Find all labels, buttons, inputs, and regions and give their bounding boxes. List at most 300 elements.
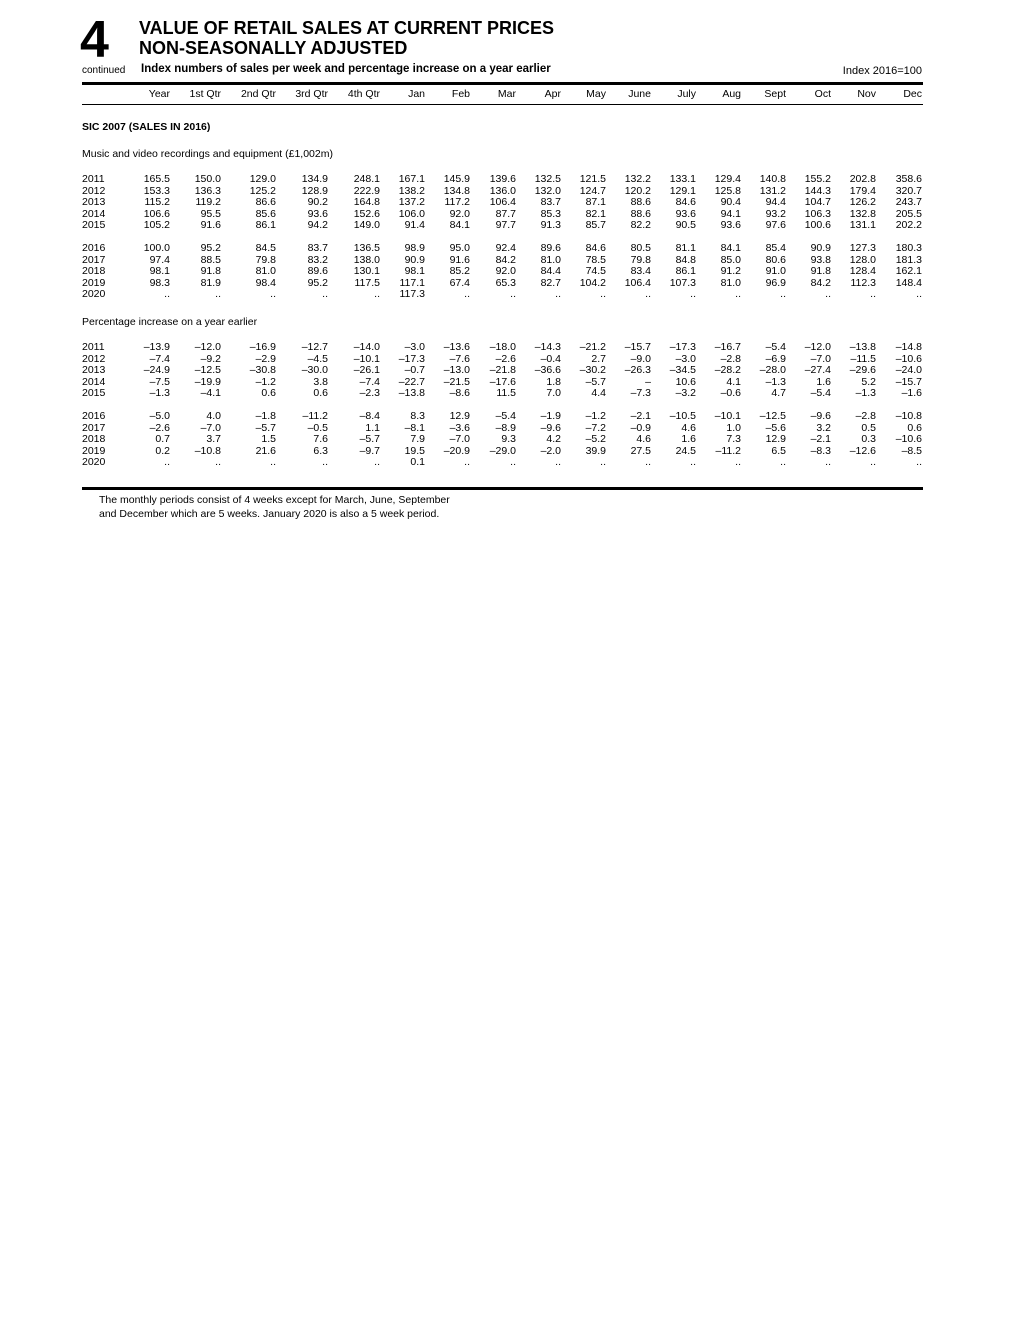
- table-cell: 107.3: [669, 276, 696, 289]
- table-cell: –7.0: [449, 433, 470, 445]
- row-year: 2014: [82, 375, 106, 388]
- table-cell: 86.1: [675, 265, 696, 277]
- table-cell: –8.1: [404, 421, 425, 434]
- table-cell: 83.7: [540, 196, 561, 208]
- table-cell: ..: [374, 456, 380, 468]
- table-cell: 84.6: [675, 196, 696, 208]
- table-cell: 222.9: [353, 184, 380, 197]
- table-cell: 84.2: [495, 253, 516, 266]
- table-cell: 136.3: [194, 184, 221, 197]
- table-cell: 6.3: [313, 444, 328, 457]
- table-cell: 1.6: [681, 433, 696, 445]
- table-cell: 91.4: [404, 219, 425, 231]
- table-cell: ..: [690, 288, 696, 300]
- table-cell: 92.0: [449, 207, 470, 220]
- table-cell: –1.8: [255, 410, 276, 422]
- table-cell: 93.6: [307, 207, 328, 220]
- row-year: 2012: [82, 352, 106, 365]
- table-cell: –24.9: [143, 364, 170, 376]
- table-cell: 91.6: [200, 219, 221, 231]
- table-cell: 1.1: [365, 421, 380, 434]
- footnote: [99, 493, 450, 521]
- table-cell: ..: [870, 288, 876, 300]
- table-cell: –5.0: [149, 410, 170, 422]
- table-cell: 202.2: [895, 219, 922, 231]
- table-cell: –3.0: [675, 352, 696, 365]
- table-cell: 129.0: [249, 173, 276, 185]
- table-cell: 88.5: [200, 253, 221, 266]
- table-cell: 106.4: [624, 276, 651, 289]
- table-cell: –10.6: [895, 433, 922, 445]
- table-cell: –14.3: [534, 341, 561, 353]
- row-year: 2017: [82, 421, 106, 434]
- table-cell: –5.7: [255, 421, 276, 434]
- table-cell: 21.6: [255, 444, 276, 457]
- table-cell: 180.3: [895, 242, 922, 254]
- table-cell: –7.2: [585, 421, 606, 434]
- row-year: 2015: [82, 219, 106, 231]
- page-title: [139, 18, 554, 58]
- row-year: 2016: [82, 410, 106, 422]
- table-cell: 95.2: [200, 242, 221, 254]
- column-header: Dec: [903, 88, 922, 100]
- table-cell: 0.3: [861, 433, 876, 445]
- table-cell: –1.2: [585, 410, 606, 422]
- table-cell: ..: [870, 456, 876, 468]
- table-cell: –28.2: [714, 364, 741, 376]
- table-cell: 98.1: [404, 265, 425, 277]
- table-cell: –9.2: [200, 352, 221, 365]
- table-cell: 4.0: [206, 410, 221, 422]
- table-cell: 11.5: [496, 387, 516, 399]
- table-cell: ..: [555, 456, 561, 468]
- table-cell: ..: [825, 456, 831, 468]
- table-row: [0, 364, 1020, 376]
- header-bottom-rule: [82, 104, 923, 105]
- table-cell: 106.3: [804, 207, 831, 220]
- table-cell: –20.9: [443, 444, 470, 457]
- table-row: [0, 387, 1020, 399]
- table-cell: –13.8: [849, 341, 876, 353]
- table-row: [0, 288, 1020, 300]
- table-cell: –36.6: [534, 364, 561, 376]
- row-year: 2015: [82, 387, 106, 399]
- table-cell: 148.4: [895, 276, 922, 289]
- table-cell: –9.7: [359, 444, 380, 457]
- table-cell: 85.7: [585, 219, 606, 231]
- column-header: 2nd Qtr: [240, 88, 276, 100]
- row-year: 2020: [82, 288, 106, 300]
- table-cell: 0.6: [907, 421, 922, 434]
- table-cell: 243.7: [895, 196, 922, 208]
- table-cell: 8.3: [410, 410, 425, 422]
- table-cell: 94.4: [765, 196, 786, 208]
- table-row: [0, 422, 1020, 434]
- table-cell: ..: [735, 288, 741, 300]
- table-cell: 0.7: [155, 433, 170, 445]
- table-cell: –10.8: [895, 410, 922, 422]
- table-cell: 90.9: [404, 253, 425, 266]
- table-cell: 81.0: [255, 265, 276, 277]
- table-cell: 150.0: [194, 173, 221, 185]
- column-header: Aug: [722, 88, 741, 100]
- table-cell: –30.8: [249, 364, 276, 376]
- table-cell: 4.1: [726, 375, 741, 388]
- row-year: 2013: [82, 364, 106, 376]
- table-cell: 358.6: [895, 173, 922, 185]
- table-cell: 6.5: [771, 444, 786, 457]
- table-cell: –16.7: [714, 341, 741, 353]
- row-year: 2019: [82, 276, 106, 289]
- table-cell: –17.3: [669, 341, 696, 353]
- table-cell: 248.1: [353, 173, 380, 185]
- table-cell: ..: [600, 456, 606, 468]
- table-cell: ..: [464, 288, 470, 300]
- table-row: [0, 219, 1020, 231]
- table-cell: –11.2: [302, 410, 328, 422]
- table-cell: 132.0: [534, 184, 561, 197]
- table-cell: –3.2: [675, 387, 696, 399]
- table-cell: –1.2: [255, 375, 276, 388]
- table-cell: 0.5: [861, 421, 876, 434]
- index-base-note: Index 2016=100: [842, 65, 922, 77]
- table-cell: ..: [600, 288, 606, 300]
- table-cell: 125.8: [714, 184, 741, 197]
- table-cell: –19.9: [194, 375, 221, 388]
- table-cell: 4.4: [591, 387, 606, 399]
- table-cell: 140.8: [759, 173, 786, 185]
- table-number: 4: [80, 11, 109, 69]
- table-cell: –2.0: [540, 444, 561, 457]
- table-cell: –14.8: [895, 341, 922, 353]
- table-cell: –9.6: [540, 421, 561, 434]
- table-cell: 12.9: [765, 433, 786, 445]
- table-cell: 94.2: [307, 219, 328, 231]
- table-cell: –5.4: [810, 387, 831, 399]
- table-cell: –4.5: [307, 352, 328, 365]
- table-cell: –6.9: [765, 352, 786, 365]
- table-cell: –2.1: [630, 410, 651, 422]
- table-cell: 85.2: [449, 265, 470, 277]
- table-cell: 84.4: [540, 265, 561, 277]
- table-cell: –5.7: [585, 375, 606, 388]
- table-row: [0, 277, 1020, 289]
- table-cell: 145.9: [443, 173, 470, 185]
- table-cell: 138.0: [353, 253, 380, 266]
- table-cell: 86.6: [255, 196, 276, 208]
- table-cell: –5.4: [495, 410, 516, 422]
- table-row: [0, 185, 1020, 197]
- table-cell: 1.6: [816, 375, 831, 388]
- table-row: [0, 242, 1020, 254]
- table-cell: 65.3: [495, 276, 516, 289]
- table-cell: 91.8: [200, 265, 221, 277]
- table-cell: –0.9: [630, 421, 651, 434]
- table-cell: 205.5: [895, 207, 922, 220]
- table-cell: 3.8: [313, 375, 328, 388]
- table-cell: ..: [322, 456, 328, 468]
- table-cell: ..: [464, 456, 470, 468]
- table-cell: –7.3: [630, 387, 651, 399]
- table-cell: 89.6: [307, 265, 328, 277]
- column-header: Mar: [497, 88, 516, 100]
- table-row: [0, 341, 1020, 353]
- table-cell: 79.8: [630, 253, 651, 266]
- table-cell: 12.9: [449, 410, 470, 422]
- table-cell: –2.6: [149, 421, 170, 434]
- table-cell: 127.3: [849, 242, 876, 254]
- table-cell: 119.2: [195, 196, 221, 208]
- row-year: 2016: [82, 242, 106, 254]
- table-cell: 67.4: [449, 276, 470, 289]
- table-cell: –10.6: [895, 352, 922, 365]
- table-cell: –15.7: [624, 341, 651, 353]
- table-cell: 83.4: [630, 265, 651, 277]
- table-cell: 88.6: [630, 207, 651, 220]
- column-header: 4th Qtr: [347, 88, 380, 100]
- table-cell: –7.6: [449, 352, 470, 365]
- table-cell: 124.7: [579, 184, 606, 197]
- index-section-title: Music and video recordings and equipment (£1,002m): [82, 148, 333, 160]
- table-cell: ..: [270, 288, 276, 300]
- table-cell: –2.8: [720, 352, 741, 365]
- table-cell: 117.2: [444, 196, 470, 208]
- table-cell: –12.5: [759, 410, 786, 422]
- table-cell: 164.8: [353, 196, 380, 208]
- table-cell: –8.6: [449, 387, 470, 399]
- table-cell: –11.5: [850, 352, 876, 365]
- table-cell: 98.1: [149, 265, 170, 277]
- table-row: [0, 433, 1020, 445]
- column-header: Sept: [764, 88, 786, 100]
- table-cell: 81.1: [675, 242, 696, 254]
- table-cell: 202.8: [849, 173, 876, 185]
- table-cell: –24.0: [895, 364, 922, 376]
- table-cell: –29.6: [849, 364, 876, 376]
- column-header: July: [677, 88, 696, 100]
- table-cell: 90.4: [720, 196, 741, 208]
- table-cell: 3.2: [816, 421, 831, 434]
- pct-section-title: Percentage increase on a year earlier: [82, 316, 258, 328]
- table-cell: 97.4: [149, 253, 170, 266]
- table-cell: 93.2: [765, 207, 786, 220]
- table-cell: –11.2: [715, 444, 741, 457]
- table-cell: ..: [735, 456, 741, 468]
- table-cell: 92.4: [495, 242, 516, 254]
- column-header: 1st Qtr: [189, 88, 221, 100]
- table-cell: 105.2: [143, 219, 170, 231]
- table-cell: 84.8: [675, 253, 696, 266]
- table-cell: 1.8: [546, 375, 561, 388]
- table-cell: 7.3: [726, 433, 741, 445]
- table-cell: 134.8: [443, 184, 470, 197]
- table-cell: –8.4: [359, 410, 380, 422]
- table-cell: –10.1: [353, 352, 380, 365]
- table-cell: –27.4: [804, 364, 831, 376]
- table-cell: –34.5: [669, 364, 696, 376]
- table-cell: ..: [322, 288, 328, 300]
- table-cell: –28.0: [759, 364, 786, 376]
- table-cell: 106.6: [143, 207, 170, 220]
- table-cell: ..: [215, 288, 221, 300]
- table-cell: –21.2: [579, 341, 606, 353]
- table-cell: 179.4: [849, 184, 876, 197]
- table-cell: 82.2: [630, 219, 651, 231]
- table-cell: –17.3: [398, 352, 425, 365]
- table-cell: 83.7: [307, 242, 328, 254]
- table-cell: 128.4: [849, 265, 876, 277]
- table-cell: 10.6: [675, 375, 696, 388]
- table-cell: 91.6: [449, 253, 470, 266]
- table-cell: 93.6: [720, 219, 741, 231]
- table-cell: 98.3: [149, 276, 170, 289]
- row-year: 2018: [82, 433, 106, 445]
- table-cell: 132.2: [624, 173, 651, 185]
- table-cell: –1.9: [540, 410, 561, 422]
- table-cell: 87.7: [495, 207, 516, 220]
- table-cell: –5.2: [585, 433, 606, 445]
- row-year: 2011: [82, 341, 105, 353]
- table-cell: –5.7: [359, 433, 380, 445]
- table-cell: ..: [510, 456, 516, 468]
- table-cell: –7.4: [359, 375, 380, 388]
- table-cell: –9.6: [810, 410, 831, 422]
- table-cell: 27.5: [630, 444, 651, 457]
- row-year: 2013: [82, 196, 106, 208]
- table-cell: 128.9: [301, 184, 328, 197]
- table-cell: –13.8: [398, 387, 425, 399]
- table-cell: –0.6: [720, 387, 741, 399]
- table-cell: 162.1: [895, 265, 922, 277]
- table-cell: 24.5: [675, 444, 696, 457]
- table-row: [0, 456, 1020, 468]
- table-cell: 131.1: [849, 219, 876, 231]
- table-cell: –10.5: [669, 410, 696, 422]
- table-cell: 117.5: [354, 276, 380, 289]
- table-cell: –9.0: [630, 352, 651, 365]
- table-cell: –12.0: [194, 341, 221, 353]
- footnote-line-2: and December which are 5 weeks. January 2020 is also a 5 week period.: [99, 508, 440, 520]
- table-cell: –14.0: [353, 341, 380, 353]
- table-cell: –2.6: [495, 352, 516, 365]
- table-cell: ..: [164, 288, 170, 300]
- table-cell: ..: [215, 456, 221, 468]
- table-cell: 125.2: [249, 184, 276, 197]
- row-year: 2019: [82, 444, 106, 457]
- table-cell: –2.3: [359, 387, 380, 399]
- column-header: Year: [148, 88, 170, 100]
- table-cell: 133.1: [669, 173, 696, 185]
- column-header: 3rd Qtr: [295, 88, 328, 100]
- table-cell: 149.0: [353, 219, 380, 231]
- table-cell: 19.5: [404, 444, 425, 457]
- table-cell: 4.7: [771, 387, 786, 399]
- table-cell: 106.0: [398, 207, 425, 220]
- table-cell: –22.7: [398, 375, 425, 388]
- table-cell: ..: [374, 288, 380, 300]
- column-header: Nov: [857, 88, 876, 100]
- table-cell: 2.7: [591, 352, 606, 365]
- table-cell: 86.1: [255, 219, 276, 231]
- table-cell: –16.9: [249, 341, 276, 353]
- table-cell: 85.4: [765, 242, 786, 254]
- table-cell: 115.2: [144, 196, 170, 208]
- table-cell: 89.6: [540, 242, 561, 254]
- table-cell: 100.0: [143, 242, 170, 254]
- table-cell: –7.4: [149, 352, 170, 365]
- table-cell: 0.2: [155, 444, 170, 457]
- table-cell: –8.9: [495, 421, 516, 434]
- table-cell: ..: [916, 456, 922, 468]
- table-cell: 137.2: [398, 196, 425, 208]
- table-cell: 144.3: [804, 184, 831, 197]
- table-cell: –12.7: [301, 341, 328, 353]
- table-cell: 91.8: [810, 265, 831, 277]
- table-cell: ..: [645, 456, 651, 468]
- table-cell: ..: [645, 288, 651, 300]
- table-cell: –4.1: [200, 387, 221, 399]
- table-cell: 4.6: [681, 421, 696, 434]
- table-cell: 91.0: [765, 265, 786, 277]
- footnote-line-1: The monthly periods consist of 4 weeks except for March, June, September: [99, 494, 450, 506]
- table-cell: –15.7: [895, 375, 922, 388]
- table-cell: 106.4: [489, 196, 516, 208]
- table-cell: 83.2: [307, 253, 328, 266]
- table-cell: 132.5: [534, 173, 561, 185]
- table-cell: –13.6: [443, 341, 470, 353]
- table-cell: –5.6: [765, 421, 786, 434]
- table-cell: 129.1: [669, 184, 696, 197]
- table-cell: ..: [510, 288, 516, 300]
- table-cell: ..: [825, 288, 831, 300]
- table-cell: –0.7: [404, 364, 425, 376]
- continued-label: continued: [82, 65, 126, 76]
- column-header: Feb: [451, 88, 470, 100]
- table-cell: 90.9: [810, 242, 831, 254]
- table-cell: 139.6: [489, 173, 516, 185]
- table-cell: –30.2: [579, 364, 606, 376]
- table-cell: 104.2: [579, 276, 606, 289]
- table-cell: 320.7: [895, 184, 922, 197]
- table-cell: 128.0: [849, 253, 876, 266]
- table-cell: –: [645, 375, 651, 388]
- table-cell: 0.1: [410, 456, 425, 468]
- table-cell: 104.7: [804, 196, 831, 208]
- table-cell: ..: [780, 456, 786, 468]
- table-cell: 39.9: [585, 444, 606, 457]
- table-cell: –2.8: [855, 410, 876, 422]
- table-cell: –29.0: [489, 444, 516, 457]
- table-cell: –0.5: [307, 421, 328, 434]
- table-cell: –8.3: [810, 444, 831, 457]
- table-cell: 0.6: [261, 387, 276, 399]
- table-row: [0, 208, 1020, 220]
- table-cell: 7.9: [410, 433, 425, 445]
- table-cell: 95.5: [200, 207, 221, 220]
- table-cell: 91.2: [720, 265, 741, 277]
- table-row: [0, 410, 1020, 422]
- table-bottom-rule: [82, 487, 923, 490]
- row-year: 2014: [82, 207, 106, 220]
- table-cell: 129.4: [714, 173, 741, 185]
- table-cell: 117.1: [399, 276, 425, 289]
- table-cell: –13.9: [143, 341, 170, 353]
- table-cell: 136.0: [489, 184, 516, 197]
- row-year: 2020: [82, 456, 106, 468]
- table-cell: ..: [164, 456, 170, 468]
- table-cell: 74.5: [585, 265, 606, 277]
- table-cell: ..: [780, 288, 786, 300]
